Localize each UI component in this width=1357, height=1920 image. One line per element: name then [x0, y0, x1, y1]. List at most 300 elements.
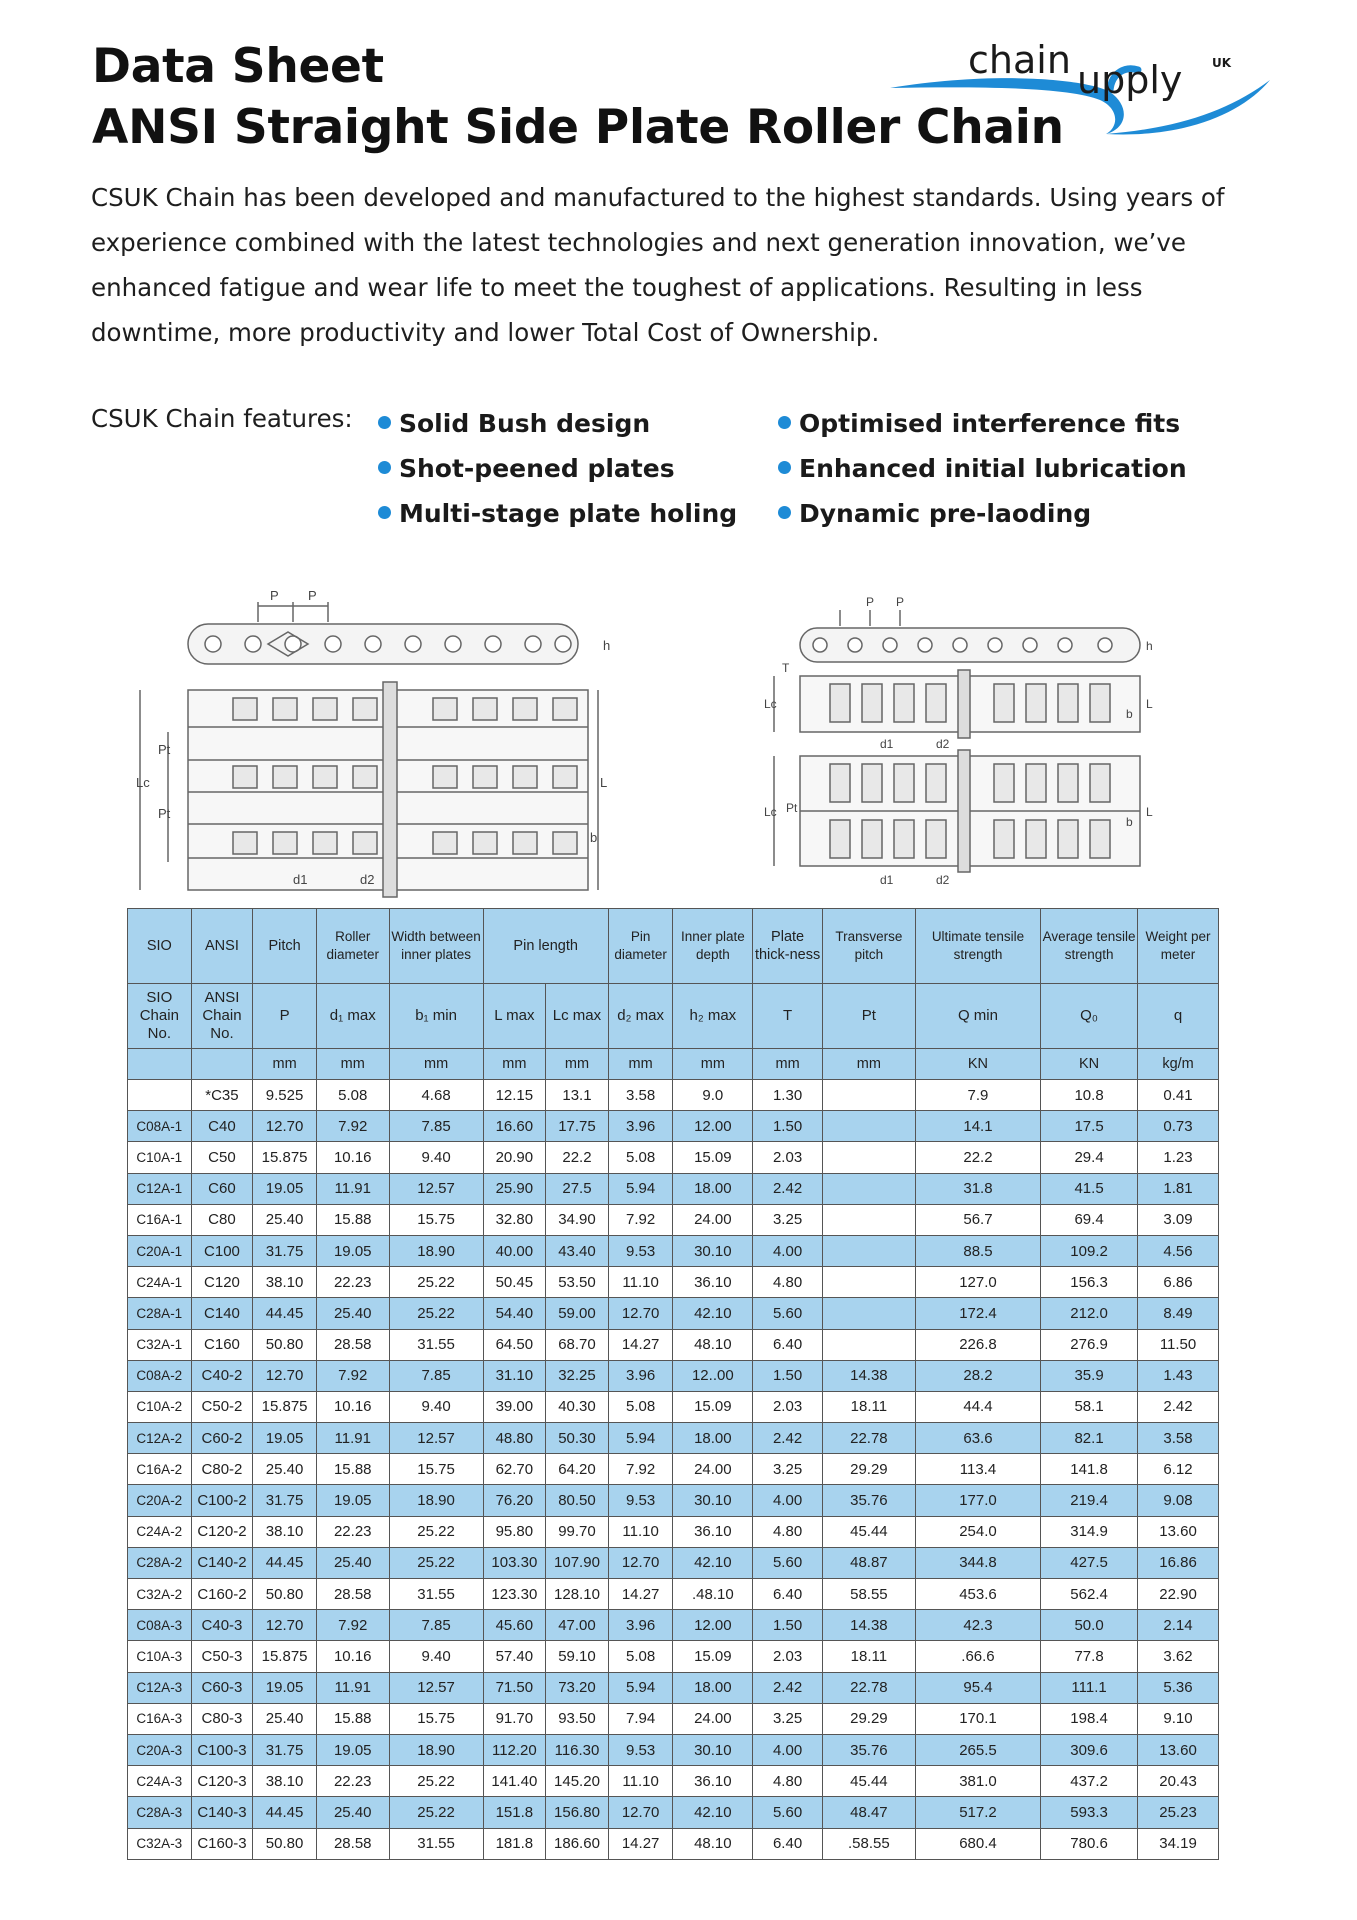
svg-text:P: P	[866, 595, 875, 609]
table-cell: 151.8	[483, 1797, 546, 1828]
table-cell: 11.10	[608, 1766, 673, 1797]
table-cell: 44.45	[253, 1547, 317, 1578]
table-row	[128, 1766, 1219, 1797]
svg-text:P: P	[308, 588, 317, 603]
table-cell: 1.30	[753, 1080, 823, 1111]
table-cell: 123.30	[483, 1579, 546, 1610]
svg-text:h: h	[603, 638, 611, 653]
table-cell: 77.8	[1041, 1641, 1138, 1672]
table-cell: C140	[191, 1298, 253, 1329]
table-cell: C80	[191, 1204, 253, 1235]
header-cell: Q₀	[1041, 984, 1138, 1049]
header-cell: ANSI	[191, 909, 253, 984]
table-cell: 8.49	[1138, 1298, 1219, 1329]
table-cell: C24A-2	[128, 1516, 192, 1547]
table-cell: 16.60	[483, 1111, 546, 1142]
unit-cell: mm	[253, 1049, 317, 1080]
table-cell: 517.2	[915, 1797, 1040, 1828]
svg-text:b: b	[1126, 707, 1133, 721]
table-cell	[822, 1142, 915, 1173]
table-cell: 25.22	[389, 1797, 483, 1828]
svg-text:Pt: Pt	[786, 801, 798, 815]
table-cell: 53.50	[546, 1267, 609, 1298]
table-cell: 59.10	[546, 1641, 609, 1672]
bullet-icon	[778, 506, 791, 519]
table-cell: C80-2	[191, 1454, 253, 1485]
table-cell: 32.25	[546, 1360, 609, 1391]
table-cell: C10A-2	[128, 1391, 192, 1422]
title-line-1: Data Sheet	[92, 39, 384, 94]
header-cell: Q min	[915, 984, 1040, 1049]
table-cell: 22.2	[546, 1142, 609, 1173]
svg-text:d2: d2	[936, 873, 950, 887]
table-row	[128, 1235, 1219, 1266]
header-cell: ANSI Chain No.	[191, 984, 253, 1049]
table-cell: 28.58	[316, 1329, 389, 1360]
table-cell: 7.92	[316, 1111, 389, 1142]
table-cell: 10.8	[1041, 1080, 1138, 1111]
table-cell: C140-3	[191, 1797, 253, 1828]
table-cell: 7.92	[608, 1204, 673, 1235]
table-row	[128, 1579, 1219, 1610]
table-cell: 128.10	[546, 1579, 609, 1610]
table-cell: 25.90	[483, 1173, 546, 1204]
table-cell: 170.1	[915, 1703, 1040, 1734]
table-cell: 181.8	[483, 1828, 546, 1859]
table-cell: C40	[191, 1111, 253, 1142]
table-row	[128, 1485, 1219, 1516]
table-cell: 780.6	[1041, 1828, 1138, 1859]
table-cell: 9.525	[253, 1080, 317, 1111]
table-cell: 113.4	[915, 1454, 1040, 1485]
table-cell	[822, 1204, 915, 1235]
table-cell: 42.10	[673, 1797, 753, 1828]
table-cell: 9.40	[389, 1142, 483, 1173]
table-cell: 5.08	[316, 1080, 389, 1111]
table-cell: 24.00	[673, 1703, 753, 1734]
svg-text:T: T	[782, 661, 790, 675]
table-cell: 103.30	[483, 1547, 546, 1578]
header-cell: SIO	[128, 909, 192, 984]
unit-cell: mm	[316, 1049, 389, 1080]
unit-cell: KN	[915, 1049, 1040, 1080]
table-cell: 7.9	[915, 1080, 1040, 1111]
unit-cell: mm	[608, 1049, 673, 1080]
svg-text:d1: d1	[880, 873, 894, 887]
table-row	[128, 1204, 1219, 1235]
table-cell: 2.42	[1138, 1391, 1219, 1422]
table-cell: 71.50	[483, 1672, 546, 1703]
table-cell: 9.53	[608, 1485, 673, 1516]
table-cell: 156.80	[546, 1797, 609, 1828]
table-cell: 7.92	[608, 1454, 673, 1485]
table-cell: 141.40	[483, 1766, 546, 1797]
table-cell	[822, 1080, 915, 1111]
table-cell: 40.00	[483, 1235, 546, 1266]
table-cell: 3.25	[753, 1454, 823, 1485]
table-cell: 13.60	[1138, 1516, 1219, 1547]
table-cell: 344.8	[915, 1547, 1040, 1578]
table-cell: 12.57	[389, 1423, 483, 1454]
table-cell: 7.85	[389, 1360, 483, 1391]
table-cell: 265.5	[915, 1734, 1040, 1765]
table-cell: 3.09	[1138, 1204, 1219, 1235]
table-cell: 9.40	[389, 1641, 483, 1672]
table-cell: 11.10	[608, 1267, 673, 1298]
table-cell: 50.30	[546, 1423, 609, 1454]
bullet-icon	[778, 461, 791, 474]
table-cell: 3.25	[753, 1204, 823, 1235]
table-cell: 25.40	[253, 1454, 317, 1485]
table-header-row	[128, 909, 1219, 984]
table-cell: 9.53	[608, 1235, 673, 1266]
table-cell: 27.5	[546, 1173, 609, 1204]
table-cell: 9.53	[608, 1734, 673, 1765]
table-cell: 15.09	[673, 1641, 753, 1672]
table-cell: 22.78	[822, 1423, 915, 1454]
table-cell: C12A-1	[128, 1173, 192, 1204]
header-cell: Transverse pitch	[822, 909, 915, 984]
table-cell: C60	[191, 1173, 253, 1204]
table-cell: 18.90	[389, 1734, 483, 1765]
table-cell: 24.00	[673, 1454, 753, 1485]
logo-word-chain: chain	[968, 38, 1071, 82]
table-cell: 12.70	[253, 1111, 317, 1142]
table-cell: C20A-3	[128, 1734, 192, 1765]
table-row	[128, 1797, 1219, 1828]
table-cell: 680.4	[915, 1828, 1040, 1859]
table-cell: C16A-3	[128, 1703, 192, 1734]
table-cell: 54.40	[483, 1298, 546, 1329]
table-cell: 36.10	[673, 1267, 753, 1298]
table-cell: 381.0	[915, 1766, 1040, 1797]
table-cell: 4.00	[753, 1734, 823, 1765]
table-cell: 31.75	[253, 1485, 317, 1516]
table-cell: 0.73	[1138, 1111, 1219, 1142]
table-cell: 309.6	[1041, 1734, 1138, 1765]
table-cell: 12.57	[389, 1672, 483, 1703]
table-cell: 11.91	[316, 1173, 389, 1204]
svg-text:d2: d2	[360, 872, 375, 887]
table-cell: C08A-1	[128, 1111, 192, 1142]
table-row	[128, 1454, 1219, 1485]
table-cell: 22.23	[316, 1766, 389, 1797]
table-cell: 14.38	[822, 1360, 915, 1391]
table-cell: 14.38	[822, 1610, 915, 1641]
table-cell: 116.30	[546, 1734, 609, 1765]
table-cell: 58.55	[822, 1579, 915, 1610]
table-cell: 5.60	[753, 1797, 823, 1828]
table-cell: 48.10	[673, 1329, 753, 1360]
table-cell: 1.23	[1138, 1142, 1219, 1173]
table-cell: 18.00	[673, 1173, 753, 1204]
table-cell: 69.4	[1041, 1204, 1138, 1235]
table-cell: C50-3	[191, 1641, 253, 1672]
table-cell: 1.50	[753, 1111, 823, 1142]
table-cell: C10A-3	[128, 1641, 192, 1672]
triplex-chain-diagram	[128, 582, 628, 902]
table-cell: 10.16	[316, 1641, 389, 1672]
table-cell: 25.40	[253, 1204, 317, 1235]
bullet-icon	[378, 416, 391, 429]
svg-text:Pt: Pt	[158, 742, 171, 757]
table-cell: 314.9	[1041, 1516, 1138, 1547]
table-cell: 1.81	[1138, 1173, 1219, 1204]
unit-cell: kg/m	[1138, 1049, 1219, 1080]
table-cell: 50.80	[253, 1329, 317, 1360]
svg-text:Pt: Pt	[158, 806, 171, 821]
table-cell: 50.0	[1041, 1610, 1138, 1641]
header-cell: b₁ min	[389, 984, 483, 1049]
table-cell: 58.1	[1041, 1391, 1138, 1422]
table-row	[128, 1516, 1219, 1547]
table-cell: 48.10	[673, 1828, 753, 1859]
table-cell: 15.75	[389, 1454, 483, 1485]
unit-cell: mm	[673, 1049, 753, 1080]
table-cell: C28A-3	[128, 1797, 192, 1828]
table-cell: 11.10	[608, 1516, 673, 1547]
table-cell: 41.5	[1041, 1173, 1138, 1204]
table-cell: C40-3	[191, 1610, 253, 1641]
table-cell: *C35	[191, 1080, 253, 1111]
table-cell: 453.6	[915, 1579, 1040, 1610]
table-cell: C100-3	[191, 1734, 253, 1765]
table-cell: 25.22	[389, 1516, 483, 1547]
header-cell: Average tensile strength	[1041, 909, 1138, 984]
table-row	[128, 1360, 1219, 1391]
table-cell	[822, 1329, 915, 1360]
table-cell: 91.70	[483, 1703, 546, 1734]
header-cell: Width between inner plates	[389, 909, 483, 984]
table-cell: 68.70	[546, 1329, 609, 1360]
table-cell: 11.91	[316, 1423, 389, 1454]
table-cell: 14.27	[608, 1828, 673, 1859]
table-cell: C08A-2	[128, 1360, 192, 1391]
table-cell: 12.70	[608, 1547, 673, 1578]
table-cell: 4.80	[753, 1516, 823, 1547]
unit-cell: mm	[483, 1049, 546, 1080]
table-cell: 226.8	[915, 1329, 1040, 1360]
table-cell: 42.10	[673, 1298, 753, 1329]
table-cell: 34.19	[1138, 1828, 1219, 1859]
table-cell: 31.55	[389, 1579, 483, 1610]
table-cell: 82.1	[1041, 1423, 1138, 1454]
unit-cell: mm	[822, 1049, 915, 1080]
table-cell: 172.4	[915, 1298, 1040, 1329]
table-cell: C40-2	[191, 1360, 253, 1391]
table-cell: 15.09	[673, 1142, 753, 1173]
table-cell: 5.94	[608, 1423, 673, 1454]
table-cell: 7.92	[316, 1610, 389, 1641]
feature-item: Multi-stage plate holing	[378, 491, 737, 536]
table-cell: 2.03	[753, 1391, 823, 1422]
svg-text:L: L	[1146, 805, 1153, 819]
header-cell: T	[753, 984, 823, 1049]
table-cell: 28.2	[915, 1360, 1040, 1391]
table-cell: 31.75	[253, 1235, 317, 1266]
table-cell: 45.44	[822, 1516, 915, 1547]
table-cell: 5.60	[753, 1298, 823, 1329]
unit-cell: mm	[753, 1049, 823, 1080]
table-cell: 109.2	[1041, 1235, 1138, 1266]
table-header-row	[128, 984, 1219, 1049]
table-cell: 13.1	[546, 1080, 609, 1111]
table-cell: 19.05	[316, 1734, 389, 1765]
table-cell: 437.2	[1041, 1766, 1138, 1797]
table-cell: 11.91	[316, 1672, 389, 1703]
svg-text:Lc: Lc	[136, 775, 150, 790]
table-cell: 56.7	[915, 1204, 1040, 1235]
table-cell: 28.58	[316, 1828, 389, 1859]
table-cell: C16A-2	[128, 1454, 192, 1485]
table-cell: 111.1	[1041, 1672, 1138, 1703]
intro-paragraph: CSUK Chain has been developed and manufactured to the highest standards. Using years of experience combined with the latest technologies and next generation innovation, we’ve enhanced fatigue and wear life to meet the toughest of applications. Resulting in less downtime, more productivity and lower Total Cost of Ownership.	[91, 183, 1225, 347]
table-cell: 3.58	[608, 1080, 673, 1111]
table-cell: 4.00	[753, 1485, 823, 1516]
table-row	[128, 1298, 1219, 1329]
table-cell: 177.0	[915, 1485, 1040, 1516]
table-cell: 1.50	[753, 1360, 823, 1391]
table-cell: 107.90	[546, 1547, 609, 1578]
header-cell: L max	[483, 984, 546, 1049]
table-cell: 50.45	[483, 1267, 546, 1298]
table-cell: 212.0	[1041, 1298, 1138, 1329]
svg-text:d2: d2	[936, 737, 950, 751]
table-cell: 13.60	[1138, 1734, 1219, 1765]
table-cell: 24.00	[673, 1204, 753, 1235]
table-cell: 427.5	[1041, 1547, 1138, 1578]
table-cell	[128, 1080, 192, 1111]
table-cell: 38.10	[253, 1766, 317, 1797]
table-cell: 3.96	[608, 1111, 673, 1142]
table-cell: 31.10	[483, 1360, 546, 1391]
table-cell: 15.88	[316, 1204, 389, 1235]
table-cell: 25.40	[253, 1703, 317, 1734]
table-cell: 31.75	[253, 1734, 317, 1765]
table-cell: 48.80	[483, 1423, 546, 1454]
table-cell: 15.75	[389, 1204, 483, 1235]
table-cell: 6.40	[753, 1579, 823, 1610]
header-cell: d₂ max	[608, 984, 673, 1049]
table-cell: 562.4	[1041, 1579, 1138, 1610]
table-row	[128, 1173, 1219, 1204]
svg-text:d1: d1	[293, 872, 308, 887]
svg-text:h: h	[1146, 639, 1153, 653]
table-cell: C32A-3	[128, 1828, 192, 1859]
table-cell: 5.60	[753, 1547, 823, 1578]
table-cell: 25.40	[316, 1298, 389, 1329]
table-cell: 22.23	[316, 1516, 389, 1547]
table-cell: 3.96	[608, 1610, 673, 1641]
simplex-duplex-chain-diagram	[760, 590, 1180, 890]
table-cell: 25.22	[389, 1547, 483, 1578]
table-cell: 9.08	[1138, 1485, 1219, 1516]
table-cell: C100-2	[191, 1485, 253, 1516]
table-cell: C08A-3	[128, 1610, 192, 1641]
table-cell: 12.57	[389, 1173, 483, 1204]
header-cell: Plate thick-ness	[753, 909, 823, 984]
table-cell: 50.80	[253, 1828, 317, 1859]
feature-item: Dynamic pre-laoding	[778, 491, 1091, 536]
table-cell: 6.40	[753, 1329, 823, 1360]
table-row	[128, 1547, 1219, 1578]
table-body	[128, 1080, 1219, 1860]
table-cell: 15.88	[316, 1703, 389, 1734]
header-cell: P	[253, 984, 317, 1049]
table-row	[128, 1703, 1219, 1734]
header-cell: Weight per meter	[1138, 909, 1219, 984]
table-row	[128, 1734, 1219, 1765]
table-cell: 30.10	[673, 1485, 753, 1516]
table-cell: 43.40	[546, 1235, 609, 1266]
table-cell: 30.10	[673, 1235, 753, 1266]
table-cell: 62.70	[483, 1454, 546, 1485]
table-cell: 16.86	[1138, 1547, 1219, 1578]
table-cell	[822, 1111, 915, 1142]
table-row	[128, 1391, 1219, 1422]
table-cell: 50.80	[253, 1579, 317, 1610]
table-cell: 25.22	[389, 1298, 483, 1329]
table-cell: 3.25	[753, 1703, 823, 1734]
table-cell: 18.00	[673, 1423, 753, 1454]
table-cell: 15.09	[673, 1391, 753, 1422]
feature-item: Enhanced initial lubrication	[778, 446, 1187, 491]
table-cell: 7.94	[608, 1703, 673, 1734]
table-cell: 45.60	[483, 1610, 546, 1641]
table-cell: 18.00	[673, 1672, 753, 1703]
table-cell: 6.12	[1138, 1454, 1219, 1485]
table-cell: 5.08	[608, 1391, 673, 1422]
table-cell: 156.3	[1041, 1267, 1138, 1298]
table-cell: 1.50	[753, 1610, 823, 1641]
table-cell: 42.3	[915, 1610, 1040, 1641]
table-cell: 19.05	[253, 1173, 317, 1204]
unit-cell: mm	[389, 1049, 483, 1080]
svg-text:P: P	[270, 588, 279, 603]
table-row	[128, 1111, 1219, 1142]
table-cell: C120-3	[191, 1766, 253, 1797]
table-cell: 6.86	[1138, 1267, 1219, 1298]
table-cell: 15.88	[316, 1454, 389, 1485]
table-cell: C160	[191, 1329, 253, 1360]
table-cell: 15.75	[389, 1703, 483, 1734]
table-cell: 593.3	[1041, 1797, 1138, 1828]
table-cell: C32A-1	[128, 1329, 192, 1360]
table-cell: C24A-1	[128, 1267, 192, 1298]
table-cell: 31.55	[389, 1329, 483, 1360]
table-cell: 47.00	[546, 1610, 609, 1641]
table-cell: 2.42	[753, 1423, 823, 1454]
feature-item: Optimised interference fits	[778, 401, 1180, 446]
table-row	[128, 1329, 1219, 1360]
table-cell: 17.75	[546, 1111, 609, 1142]
table-cell: 59.00	[546, 1298, 609, 1329]
table-cell: 22.90	[1138, 1579, 1219, 1610]
table-cell: 15.875	[253, 1142, 317, 1173]
table-cell: 2.42	[753, 1173, 823, 1204]
table-cell: 9.40	[389, 1391, 483, 1422]
table-cell: 64.20	[546, 1454, 609, 1485]
table-cell: 73.20	[546, 1672, 609, 1703]
table-cell: 35.9	[1041, 1360, 1138, 1391]
table-cell: 5.36	[1138, 1672, 1219, 1703]
svg-text:Lc: Lc	[764, 697, 777, 711]
table-cell: 7.85	[389, 1610, 483, 1641]
table-row	[128, 1641, 1219, 1672]
svg-text:b: b	[1126, 815, 1133, 829]
table-cell: C20A-2	[128, 1485, 192, 1516]
table-cell: 3.96	[608, 1360, 673, 1391]
